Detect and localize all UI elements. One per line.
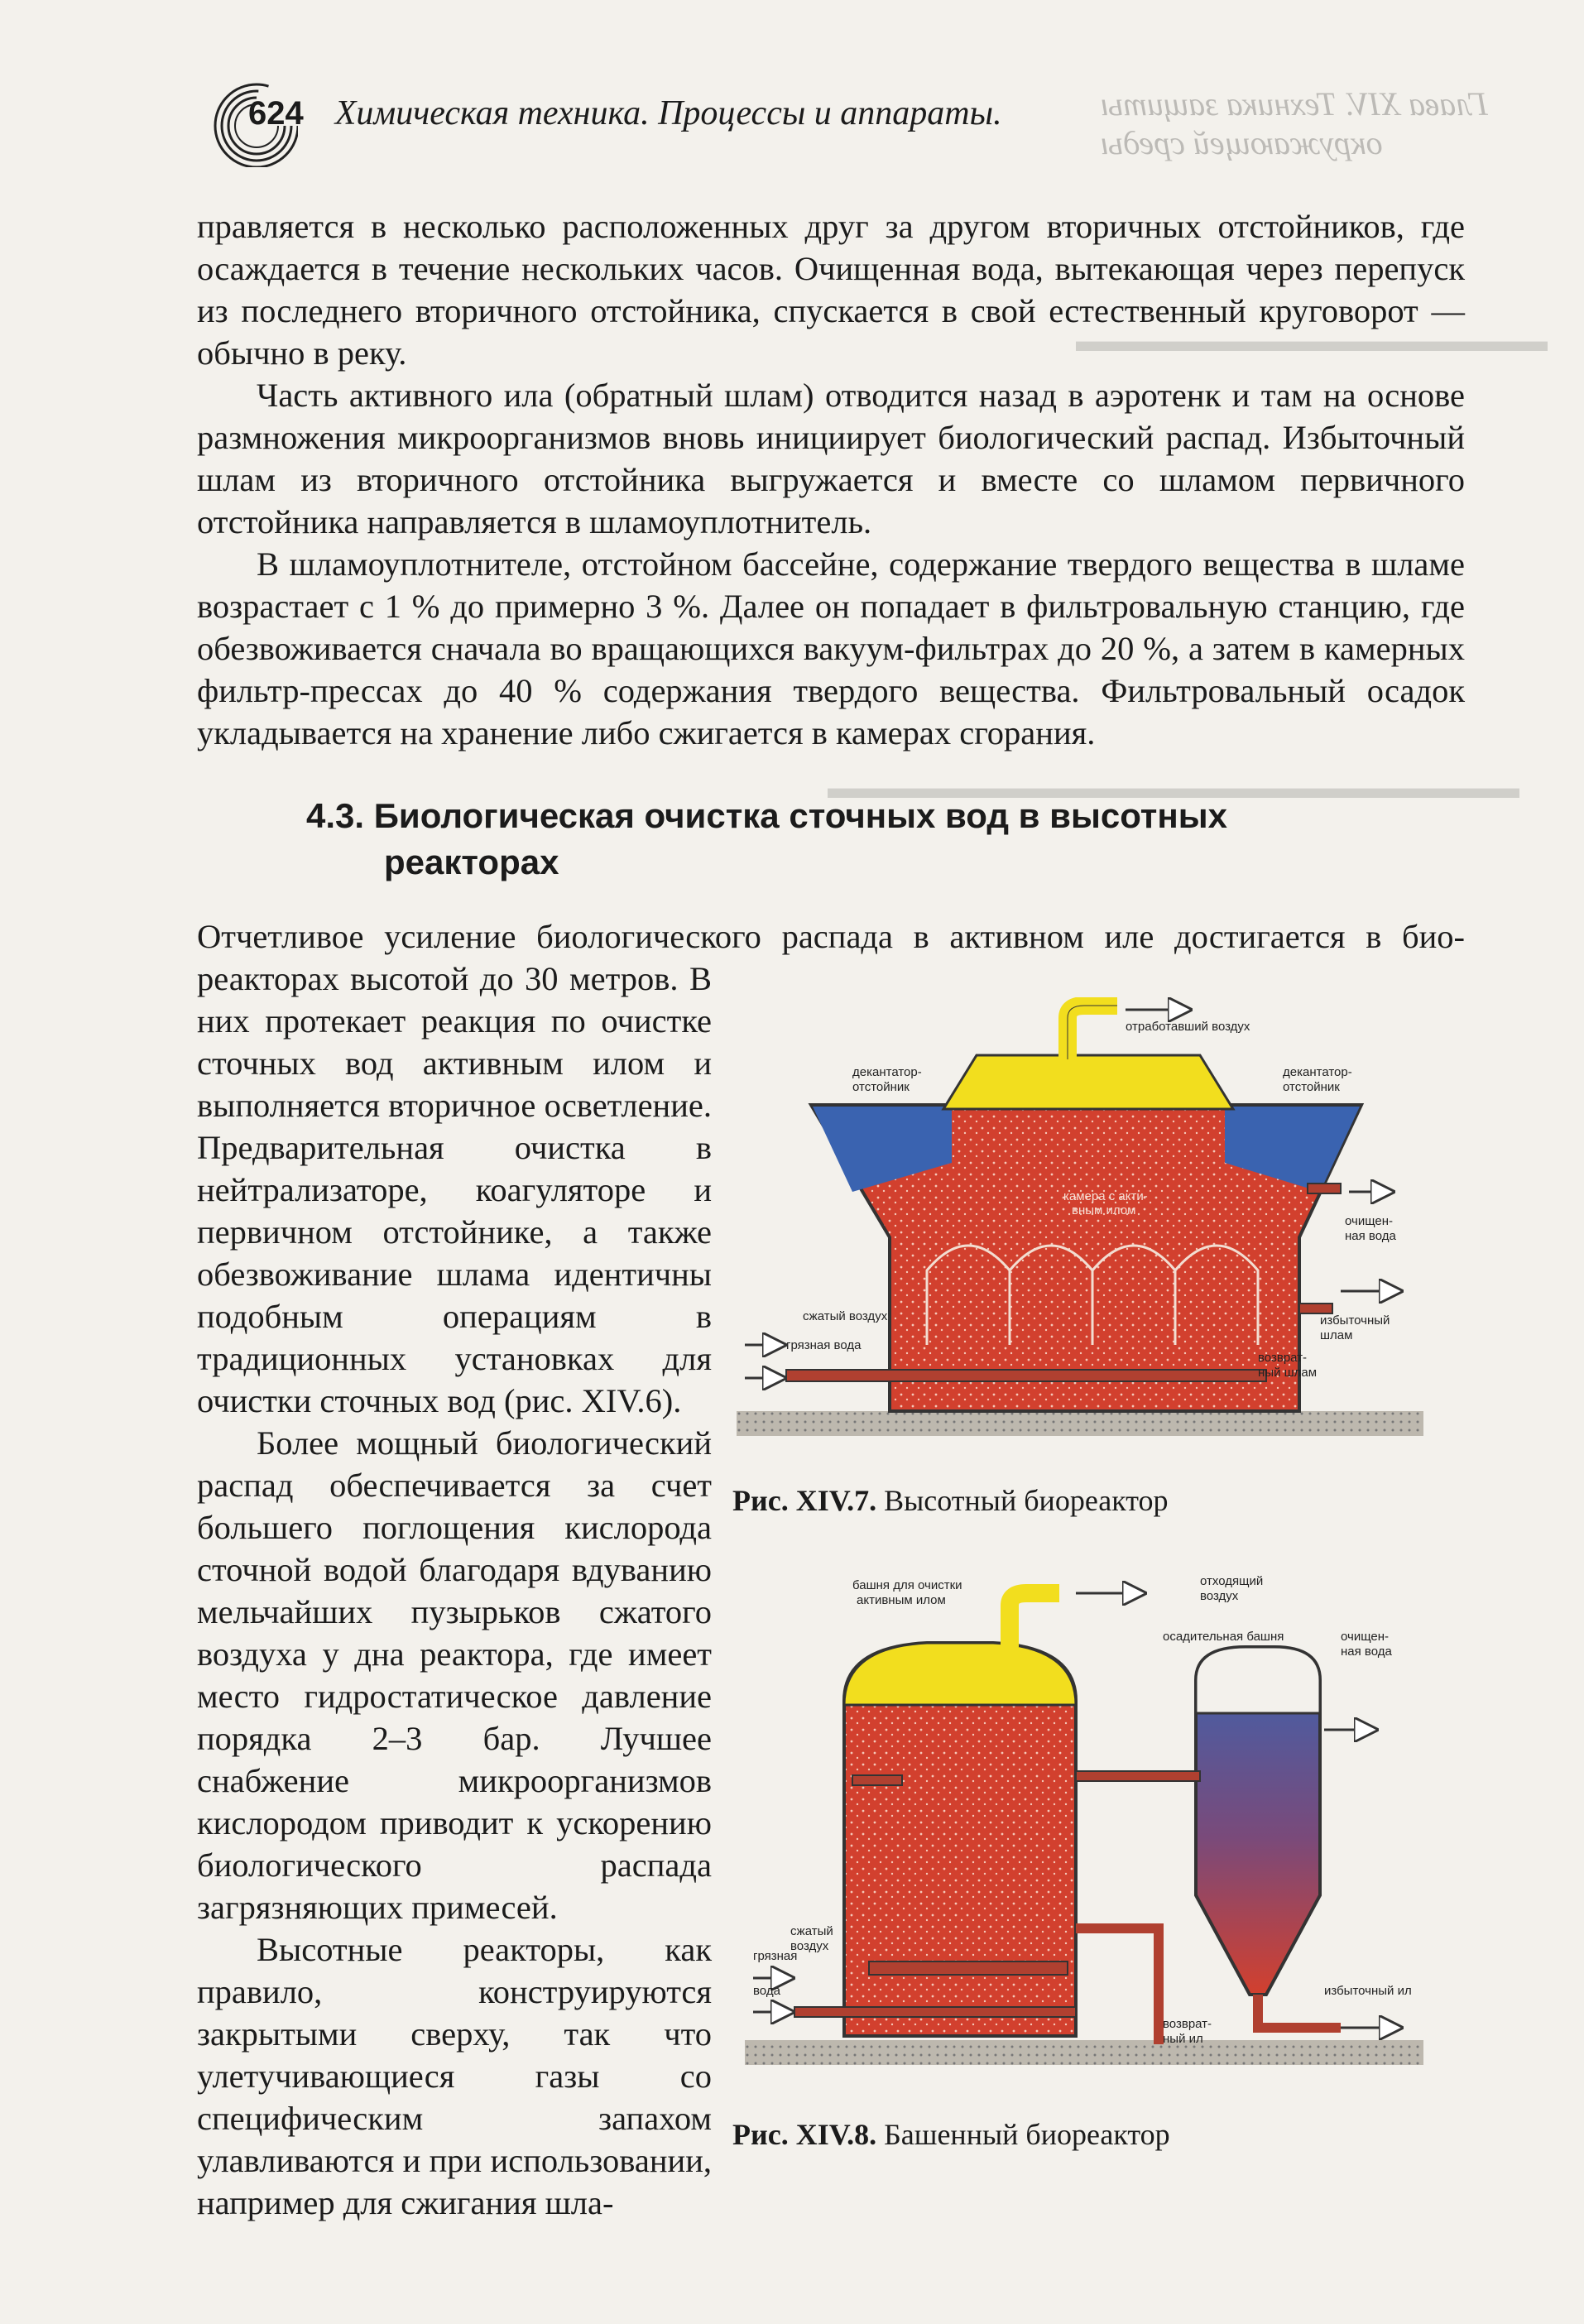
label-clean-water-1: очищен- — [1345, 1214, 1394, 1228]
figure-1-caption-text: Высотный биореактор — [884, 1484, 1169, 1517]
figure-1-caption-number: Рис. XIV.7. — [732, 1484, 877, 1517]
paragraph-5: Более мощный биологический распад обеспечивается за счет большего поглощения кислорода сточной водой благодаря вдуванию мельчайших пузырьков сжатого воздуха у дна реактора, где имеет место гидростатическое давление порядка 2–3 бар. Лучшее снабжение микроорганизмов кислородом приводит к ускорению биологического распада загрязняющих примесей. — [197, 1424, 712, 1926]
bleed-through-header: Глава XIV. Техника защиты окружающей среды — [1101, 85, 1488, 161]
figure-2-caption — [732, 2117, 1170, 2152]
aeration-pipe — [786, 1370, 1266, 1381]
label-compressed-air: сжатый воздух — [803, 1309, 888, 1323]
label-tower-1: башня для очистки — [852, 1578, 962, 1592]
ground-base — [745, 2040, 1423, 2065]
bleed-through-text: ▬▬▬▬▬▬▬▬▬▬▬▬▬▬▬▬▬▬▬▬▬▬ — [828, 771, 1519, 805]
paragraph-6: Высотные реакторы, как правило, конструируются закрытыми сверху, так что улетучивающиеся газы со специфическим запахом улавливаются и при использовании, например для сжигания шла- — [197, 1931, 712, 2221]
label-excess-sludge-1: избыточный — [1320, 1313, 1390, 1328]
excess-sludge-pipe — [1258, 1995, 1341, 2028]
figure-tower-bioreactor — [745, 1564, 1423, 2094]
label-clean-water-2: ная вода — [1345, 1229, 1396, 1243]
excess-sludge-outlet — [1299, 1304, 1332, 1313]
running-title: Химическая техника. Процессы и аппараты. — [334, 94, 1002, 132]
label-decanter-right-2: отстойник — [1283, 1080, 1340, 1094]
label-dirty-water-2: вода — [753, 1984, 780, 1998]
inner-pipe — [852, 1775, 902, 1785]
section-title-line1: Биологическая очистка сточных вод в высотных — [373, 796, 1227, 835]
label-chamber-1: камера с акти- — [1063, 1189, 1148, 1203]
label-compressed-air-1: сжатый — [790, 1924, 833, 1938]
label-return-sludge-1: возврат- — [1163, 2017, 1212, 2031]
settling-tower-top — [1196, 1647, 1320, 1713]
clean-water-outlet — [1308, 1184, 1341, 1193]
return-sludge-pipe — [1076, 1928, 1159, 2044]
paragraph-4-full-line: Отчетливое усиление биологического распада в активном иле достигается в био- — [197, 918, 1465, 955]
inlet-pipe — [794, 2007, 1076, 2017]
label-decanter-left-1: декантатор- — [852, 1065, 922, 1079]
page-number: 624 — [248, 94, 304, 132]
label-chamber-2: вным илом — [1072, 1203, 1136, 1217]
label-tower-2: активным илом — [857, 1593, 946, 1607]
paragraph-1: правляется в несколько расположенных друг за другом вторичных отстойников, где осаждается в течение нескольких часов. Очищенная вода, вытекающая через перепуск из последнего вторичного отстойника, спускается в свой естественный круговорот — обычно в реку. — [197, 208, 1465, 372]
label-outgoing-air-2: воздух — [1200, 1589, 1239, 1603]
label-dirty-water: грязная вода — [786, 1338, 862, 1352]
label-compressed-air-2: воздух — [790, 1939, 829, 1953]
figure-2-caption-number: Рис. XIV.8. — [732, 2118, 877, 2151]
ground-base — [737, 1411, 1423, 1436]
tower-exhaust-pipe — [1010, 1593, 1059, 1647]
label-return-sludge-1: возврат- — [1258, 1351, 1308, 1365]
label-dirty-water-1: грязная — [753, 1949, 798, 1963]
page-header — [207, 76, 1002, 151]
label-exhaust-air: отработавший воздух — [1126, 1020, 1250, 1034]
label-excess-sludge-2: шлам — [1320, 1328, 1353, 1342]
label-decanter-left-2: отстойник — [852, 1080, 910, 1094]
label-outgoing-air-1: отходящий — [1200, 1574, 1264, 1588]
label-decanter-right-1: декантатор- — [1283, 1065, 1352, 1079]
paragraph-3: В шламоуплотнителе, отстойном бассейне, содержание твердого вещества в шламе возрастает с 1 % до примерно 3 %. Далее он попадает в фильтровальную станцию, где обезвоживается сначала во вращающихся вакуум-фильтрах до 20 %, а затем в камерных фильтр-прессах до 40 % содержания твердого вещества. Фильтровальный осадок укладывается на хранение либо сжигается в камерах сгорания. — [197, 545, 1465, 751]
exhaust-pipe — [1068, 1006, 1117, 1059]
label-excess-sludge: избыточный ил — [1324, 1984, 1412, 1998]
label-clean-water-2: ная вода — [1341, 1645, 1392, 1659]
label-settling-tower: осадительная башня — [1163, 1630, 1284, 1644]
label-return-sludge-2: ный ил — [1163, 2032, 1203, 2046]
air-diffuser — [869, 1961, 1068, 1975]
transfer-pipe — [1076, 1771, 1200, 1781]
label-clean-water-1: очищен- — [1341, 1630, 1390, 1644]
figure-2-caption-text: Башенный биореактор — [884, 2118, 1170, 2151]
section-title-line2: реакторах — [384, 843, 559, 881]
figure-high-bioreactor — [737, 997, 1423, 1457]
paragraph-2: Часть активного ила (обратный шлам) отводится назад в аэротенк и там на основе размножения микроорганизмов вновь инициирует биологический распад. Избыточный шлам из вторичного отстойника выгружается и вместе со шламом первичного отстойника направляется в шламоуплотнитель. — [197, 377, 1465, 540]
section-heading — [306, 793, 1227, 886]
figure-1-caption — [732, 1483, 1168, 1518]
section-number: 4.3. — [306, 796, 365, 835]
reactor-dome — [943, 1055, 1233, 1109]
tower-dome — [844, 1643, 1076, 1705]
label-return-sludge-2: ный шлам — [1258, 1366, 1318, 1380]
paragraph-4-column: реакторах высотой до 30 метров. В них протекает реакция по очистке сточных вод активным илом и выполняется вторичное осветление. Предварительная очистка в нейтрализаторе, коагуляторе и первичном отстойнике, а также обезвоживание шлама идентичны подобным операциям в традиционных установках для очистки сточных вод (рис. XIV.6). — [197, 960, 712, 1419]
bleed-through-text: ▬▬▬▬▬▬▬▬▬▬▬▬▬▬▬ — [1076, 324, 1548, 358]
